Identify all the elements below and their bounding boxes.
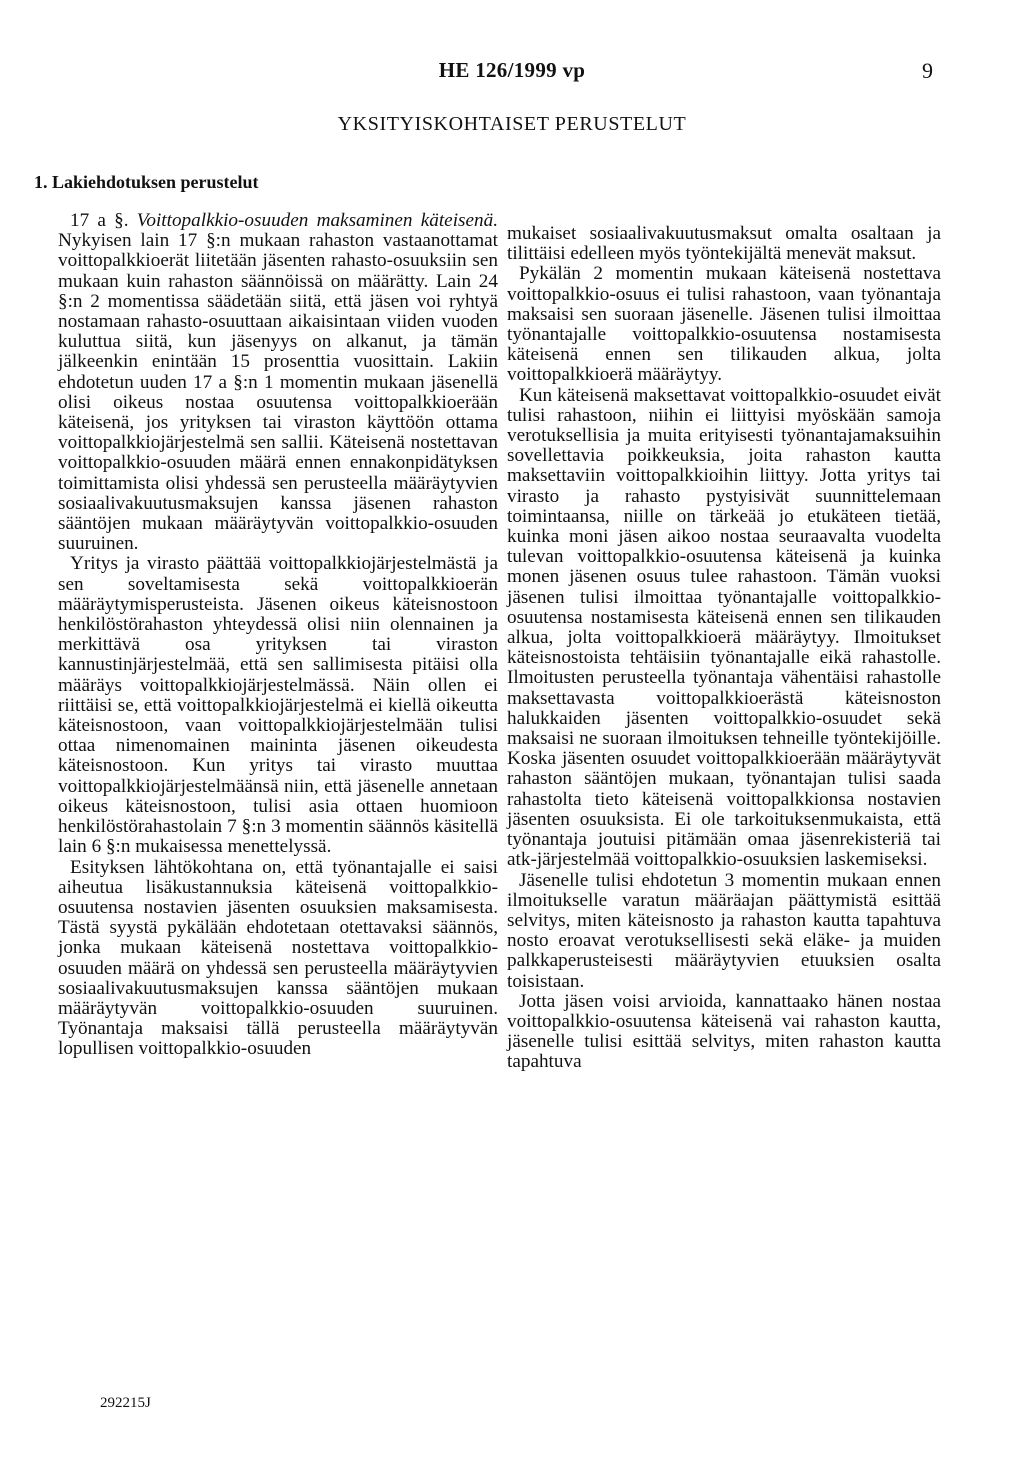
paragraph: Pykälän 2 momentin mukaan käteisenä nostettava voittopalkkio-osuus ei tulisi rahastoon, vaan työnantaja maksaisi sen suoraan jäsenelle. Jäsenen tulisi ilmoittaa työnantajalle voittopalkkio-osuutensa nostamisesta käteisenä ennen sen tilikauden alkua, jolta voittopalkkioerä määräytyy.	[507, 263, 941, 386]
paragraph: Jäsenelle tulisi ehdotetun 3 momentin mukaan ennen ilmoitukselle varatun määräajan päättymistä esittää selvitys, miten käteisnosto ja rahaston kautta tapahtuva nosto eroavat verotuksellisesti sekä eläke- ja muiden palkkaperusteisesti määräytyvien etuuksien osalta toisistaan.	[507, 869, 941, 992]
paragraph: Jotta jäsen voisi arvioida, kannattaako hänen nostaa voittopalkkio-osuutensa käteisenä vai rahaston kautta, jäsenelle tulisi esittää selvitys, miten rahaston kautta tapahtuva	[507, 990, 941, 1073]
paragraph: Yritys ja virasto päättää voittopalkkiojärjestelmästä ja sen soveltamisesta sekä voittopalkkioerän määräytymisperusteista. Jäsenen oikeus käteisnostoon henkilöstörahaston yhteydessä olisi niin olennainen ja merkittävä osa yrityksen tai viraston kannustinjärjestelmää, että sen sallimisesta pitäisi olla määräys voittopalkkiojärjestelmässä. Näin ollen ei riittäisi se, että voittopalkkiojärjestelmä ei kiellä oikeutta käteisnostoon, vaan voittopalkkiojärjestelmään tulisi ottaa nimenomainen maininta jäsenen oikeudesta käteisnostoon. Kun yritys tai virasto muuttaa voittopalkkiojärjestelmäänsä niin, että jäsenelle annetaan oikeus käteisnostoon, tulisi asia ottaen huomioon henkilöstörahastolain 7 §:n 3 momentin säännös käsitellä lain 6 §:n mukaisessa menettelyssä.	[58, 553, 498, 858]
right-column	[507, 224, 941, 1073]
paragraph: mukaiset sosiaalivakuutusmaksut omalta osaltaan ja tilittäisi edelleen myös työntekijältä menevät maksut.	[507, 223, 941, 265]
subheading: 1. Lakiehdotuksen perustelut	[34, 172, 259, 192]
paragraph-text: Nykyisen lain 17 §:n mukaan rahaston vastaanottamat voittopalkkioerät liitetään jäsenten rahasto-osuuksiin sen mukaan kuin rahaston säännöissä on määrätty. Lain 24 §:n 2 momentissa säädetään siitä, että jäsen voi ryhtyä nostamaan rahasto-osuuttaan aikaisintaan viiden vuoden kuluttua siitä, kun jäsenyys on alkanut, ja tämän jälkeenkin enintään 15 prosenttia vuosittain. Lakiin ehdotetun uuden 17 a §:n 1 momentin mukaan jäsenellä olisi oikeus nostaa osuutensa voittopalkkioerään käteisenä, jos yrityksen tai viraston käyttöön ottama voittopalkkiojärjestelmä sen sallii. Käteisenä nostettavan voittopalkkio-osuuden määrä ennen ennakonpidätyksen toimittamista olisi yhdessä sen perusteella määräytyvien sosiaalivakuutusmaksujen kanssa jäsenen rahaston sääntöjen mukaan määräytyvän voittopalkkio-osuuden suuruinen.	[58, 230, 498, 555]
left-column	[58, 211, 498, 1060]
paragraph: Kun käteisenä maksettavat voittopalkkio-osuudet eivät tulisi rahastoon, niihin ei liittyisi myöskään samoja verotuksellisia ja muita erityisesti työnantajamaksuihin sovellettavia poikkeuksia, joita rahaston kautta maksettaviin voittopalkkioihin liittyy. Jotta yritys tai virasto ja rahasto pystyisivät suunnittelemaan toimintaansa, niille on tärkeää jo etukäteen tietää, kuinka moni jäsen aikoo nostaa seuraavalta vuodelta tulevan voittopalkkio-osuutensa käteisenä ja kuinka monen jäsenen osuus tulee rahastoon. Tämän vuoksi jäsenen tulisi ilmoittaa työnantajalle voittopalkkio-osuutensa nostamisesta käteisenä ennen sen tilikauden alkua, jolta voittopalkkioerä määräytyy. Ilmoitukset käteisnostoista tehtäisiin työnantajalle eikä rahastolle. Ilmoitusten perusteella työnantaja vähentäisi rahastolle maksettavasta voittopalkkioerästä käteisnoston halukkaiden jäsenten voittopalkkio-osuudet sekä maksaisi ne suoraan ilmoituksen tehneille työntekijöille. Koska jäsenten osuudet voittopalkkioerään määräytyvät rahaston sääntöjen mukaan, työnantajan tulisi saada rahastolta tieto käteisenä voittopalkkionsa nostavien jäsenten osuuksista. Ei ole tarkoituksenmukaista, että työnantaja joutuisi pitämään omaa jäsenrekisteriä tai atk-järjestelmää voittopalkkio-osuuksien laskemiseksi.	[507, 384, 941, 871]
section-title: YKSITYISKOHTAISET PERUSTELUT	[337, 113, 687, 135]
paragraph: Esityksen lähtökohtana on, että työnantajalle ei saisi aiheutua lisäkustannuksia käteisenä voittopalkkio-osuutensa nostavien jäsenten osuuksien maksamisesta. Tästä syystä pykälään ehdotetaan otettavaksi säännös, jonka mukaan käteisenä nostettava voittopalkkio-osuuden määrä on yhdessä sen perusteella määräytyvien sosiaalivakuutusmaksujen kanssa sääntöjen mukaan määräytyvän voittopalkkio-osuuden suuruinen. Työnantaja maksaisi tällä perusteella määräytyvän lopullisen voittopalkkio-osuuden	[58, 856, 498, 1060]
print-code: 292215J	[100, 1395, 151, 1411]
page-number: 9	[922, 58, 933, 83]
section-number: 17 a §.	[70, 210, 129, 231]
paragraph	[58, 211, 498, 554]
document-reference: HE 126/1999 vp	[438, 58, 586, 82]
section-heading: Voittopalkkio-osuuden maksaminen käteisenä.	[136, 210, 498, 231]
